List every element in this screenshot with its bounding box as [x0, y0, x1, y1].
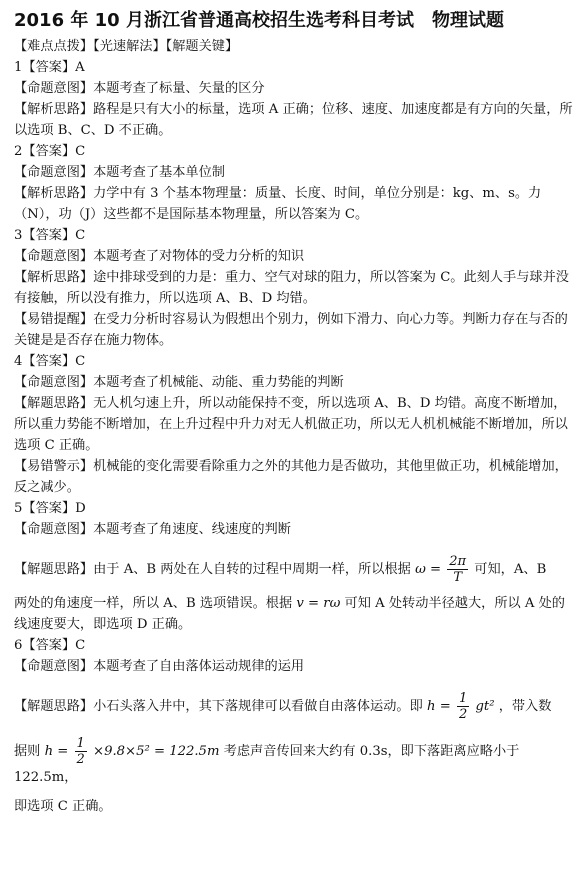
- q1-intent: 【命题意图】本题考查了标量、矢量的区分: [14, 81, 265, 96]
- q4-analysis: 【解题思路】无人机匀速上升，所以动能保持不变，所以选项 A、B、D 均错。高度不断增加，所以重力势能不断增加，在上升过程中升力对无人机做正功，所以无人机机械能不断增加，所以选项 C 正确。: [14, 396, 568, 453]
- q3-answer: 3【答案】C: [14, 228, 86, 243]
- q6-conclusion: 即选项 C 正确。: [14, 799, 112, 814]
- omega-fraction: [447, 554, 468, 585]
- fraction-denominator: 2: [458, 707, 468, 722]
- q5-analysis-line1: [14, 554, 573, 585]
- q6-analysis-text-b: ，带入数: [498, 699, 552, 714]
- half-fraction-2: [75, 736, 87, 767]
- q6-analysis-text-d: 考虑声音传回来大约有 0.3s，即下落距离应略小于 122.5m，: [14, 744, 520, 785]
- q5-analysis-text-b: 可知，A、B: [474, 562, 547, 577]
- h-formula-lhs: h =: [427, 699, 451, 714]
- q1-analysis: 【解析思路】路程是只有大小的标量，选项 A 正确；位移、速度、加速度都是有方向的矢量，所以选项 B、C、D 不正确。: [14, 102, 573, 138]
- vrw-formula: v = rω: [296, 596, 341, 611]
- q5-analysis-text-d: 可知 A 处转动半径越大，所以 A 处的线速度要大，即选项 D 正确。: [14, 596, 565, 632]
- q3-warning: 【易错提醒】在受力分析时容易认为假想出个别力，例如下滑力、向心力等。判断力存在与否的关键是是否存在施力物体。: [14, 312, 568, 348]
- half-fraction: [457, 691, 469, 722]
- q2-analysis: 【解析思路】力学中有 3 个基本物理量：质量、长度、时间，单位分别是：kg、m、s。力（N），功（J）这些都不是国际基本物理量，所以答案为 C。: [14, 186, 542, 222]
- q6-analysis-line1: [14, 691, 573, 722]
- q5-analysis-line2: [14, 593, 573, 635]
- calculation-result: ×9.8×5² = 122.5m: [93, 744, 220, 759]
- fraction-numerator: 2π: [449, 554, 467, 569]
- q3-intent: 【命题意图】本题考查了对物体的受力分析的知识: [14, 249, 305, 264]
- h-formula-lhs-2: h =: [44, 744, 69, 759]
- omega-formula-lhs: ω =: [415, 562, 442, 577]
- q5-intent: 【命题意图】本题考查了角速度、线速度的判断: [14, 522, 291, 537]
- q6-analysis-text-c: 据则: [14, 744, 41, 759]
- fraction-denominator: 2: [76, 752, 85, 767]
- q3-analysis: 【解析思路】途中排球受到的力是：重力、空气对球的阻力，所以答案为 C。此刻人手与球并没有接触，所以没有推力，所以选项 A、B、D 均错。: [14, 270, 569, 306]
- fraction-numerator: 1: [458, 691, 468, 706]
- q5-analysis-text-c: 两处的角速度一样，所以 A、B 选项错误。根据: [14, 596, 293, 611]
- gt2-term: gt²: [475, 699, 495, 714]
- q5-analysis-text-a: 【解题思路】由于 A、B 两处在人自转的过程中周期一样，所以根据: [14, 562, 411, 577]
- q6-analysis-line2: [14, 736, 573, 788]
- q1-answer: 1【答案】A: [14, 60, 85, 75]
- q4-warning: 【易错警示】机械能的变化需要看除重力之外的其他力是否做功，其他里做正功，机械能增加，反之减少。: [14, 459, 568, 495]
- q4-intent: 【命题意图】本题考查了机械能、动能、重力势能的判断: [14, 375, 344, 390]
- q5-answer: 5【答案】D: [14, 501, 86, 516]
- fraction-numerator: 1: [76, 736, 85, 751]
- fraction-denominator: T: [453, 570, 463, 585]
- q4-answer: 4【答案】C: [14, 354, 86, 369]
- page-title: 2016 年 10 月浙江省普通高校招生选考科目考试 物理试题: [14, 10, 504, 31]
- q6-intent: 【命题意图】本题考查了自由落体运动规律的运用: [14, 659, 305, 674]
- q2-answer: 2【答案】C: [14, 144, 86, 159]
- section-tags: 【难点点拨】【光速解法】【解题关键】: [14, 39, 239, 54]
- q6-analysis-text-a: 【解题思路】小石头落入井中，其下落规律可以看做自由落体运动。即: [14, 699, 423, 714]
- q2-intent: 【命题意图】本题考查了基本单位制: [14, 165, 225, 180]
- q6-answer: 6【答案】C: [14, 638, 86, 653]
